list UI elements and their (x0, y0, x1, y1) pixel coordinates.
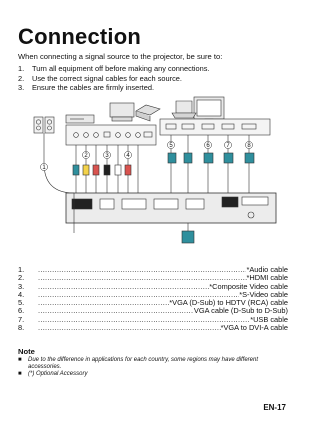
note-heading: Note (18, 347, 35, 356)
svg-text:2: 2 (84, 153, 88, 159)
speakers-icon (34, 117, 54, 133)
connector-heads (73, 153, 254, 175)
step-text: Ensure the cables are firmly inserted. (32, 83, 154, 93)
callout (204, 141, 211, 149)
cable-number: 7. (18, 314, 25, 324)
projector-rear-panel (66, 193, 276, 223)
cable-number: 6. (18, 306, 25, 316)
dvd-player-icon (66, 115, 94, 123)
svg-text:6: 6 (206, 143, 210, 149)
callout (82, 151, 89, 159)
cable-number: 5. (18, 298, 25, 308)
dot-leader (38, 316, 250, 324)
list-item (18, 74, 288, 84)
dot-leader (38, 307, 194, 315)
intro-text: When connecting a signal source to the projector, be sure to: (18, 52, 223, 61)
svg-text:3: 3 (105, 153, 109, 159)
connection-diagram (26, 93, 280, 250)
step-number: 3. (18, 83, 25, 93)
cable-label: *Composite Video cable (209, 281, 288, 291)
cable-label: *Audio cable (246, 265, 288, 274)
page-title: Connection (18, 24, 141, 49)
list-item (18, 357, 288, 371)
step-text: Use the correct signal cables for each source. (32, 73, 182, 83)
list-item (18, 307, 288, 315)
callout (40, 163, 47, 171)
step-text: Turn all equipment off before making any connections. (32, 64, 210, 73)
note-text: (*) Optional Accessory (28, 371, 88, 378)
dot-leader (38, 283, 209, 291)
svg-text:4: 4 (126, 153, 130, 159)
svg-text:5: 5 (169, 143, 173, 149)
bullet-icon: ■ (18, 357, 22, 363)
cable-number: 3. (18, 281, 25, 291)
list-item (18, 371, 288, 378)
bullet-icon: ■ (18, 371, 22, 378)
cable-label: *VGA (D-Sub) to HDTV (RCA) cable (169, 298, 288, 308)
list-item (18, 324, 288, 332)
game-console-icon (136, 105, 160, 121)
cable-number: 8. (18, 323, 25, 333)
svg-text:8: 8 (247, 143, 251, 149)
cable-label: *VGA to DVI-A cable (220, 323, 288, 333)
callout (245, 141, 252, 149)
computer-rear-panel (160, 119, 270, 135)
note-list (18, 357, 288, 379)
dot-leader (38, 324, 221, 332)
callout (167, 141, 174, 149)
cable-list (18, 266, 288, 332)
cable-label: *USB cable (250, 314, 288, 324)
callout (224, 141, 231, 149)
video-device-icon (110, 103, 134, 121)
note-text: Due to the difference in applications for each country, some regions may have different accessories. (28, 357, 259, 371)
callout (124, 151, 131, 159)
dot-leader (38, 299, 169, 307)
svg-text:1: 1 (42, 165, 46, 171)
dot-leader (38, 266, 246, 274)
source-rear-panel (66, 125, 156, 145)
cable-label: VGA cable (D-Sub to D-Sub) (193, 306, 288, 316)
cable-number: 2. (18, 273, 25, 283)
step-number: 2. (18, 73, 25, 83)
list-item (18, 83, 288, 93)
callout (103, 151, 110, 159)
cable-number: 1. (18, 265, 25, 274)
svg-text:7: 7 (226, 143, 230, 149)
list-item (18, 64, 288, 74)
cable-label: *HDMI cable (246, 273, 288, 283)
instruction-list (18, 64, 288, 93)
cable-number: 4. (18, 289, 25, 299)
cable-label: *S-Video cable (239, 289, 288, 299)
notebook-icon (172, 101, 196, 118)
page-number: EN-17 (263, 403, 286, 412)
step-number: 1. (18, 64, 25, 73)
